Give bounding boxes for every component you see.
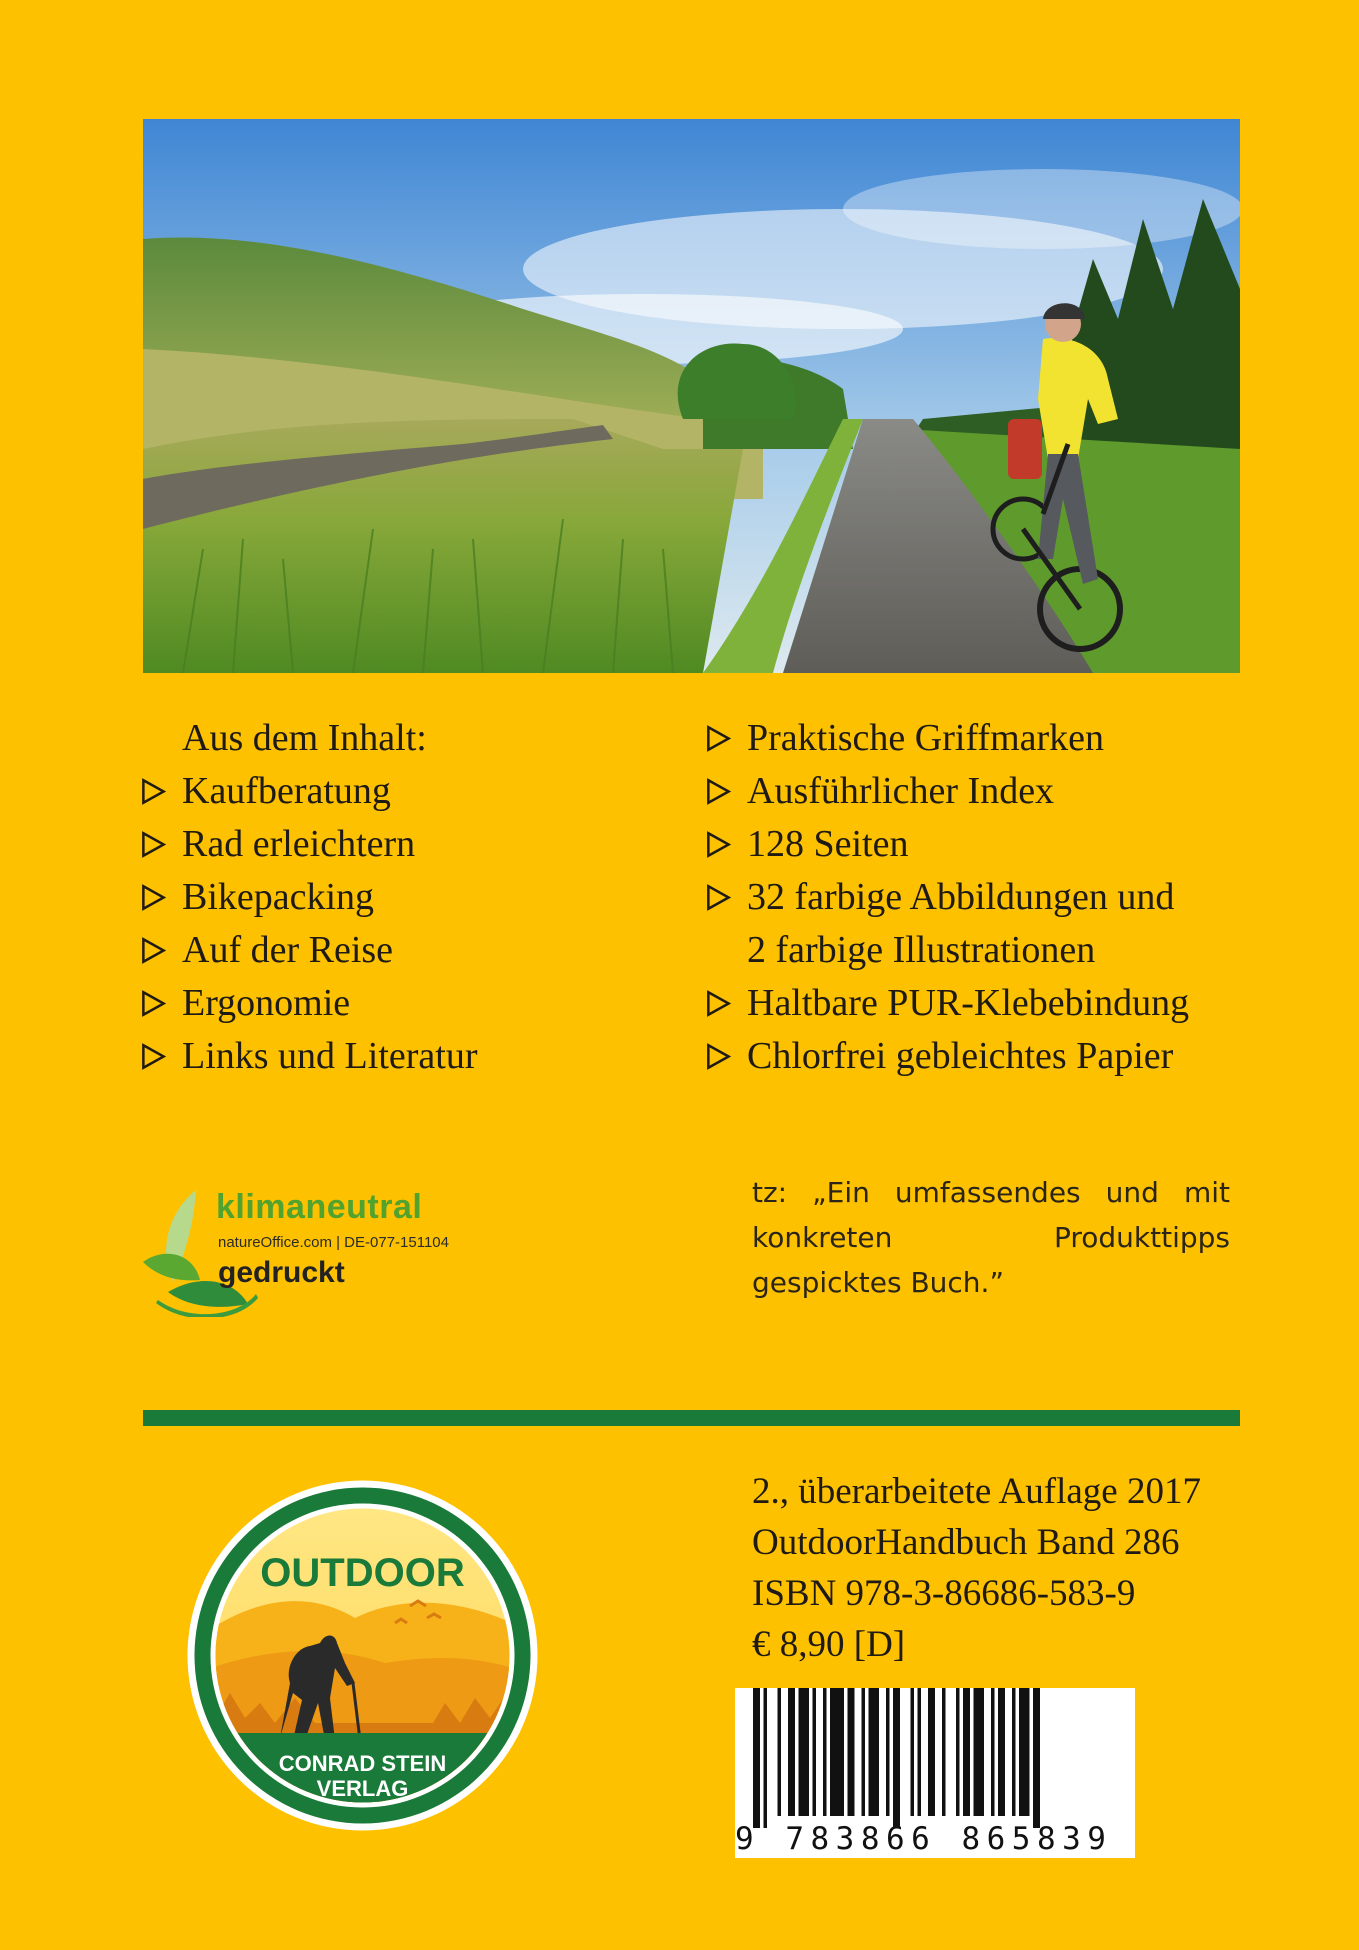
isbn-text: ISBN 978-3-86686-583-9 [752,1573,1136,1614]
divider [143,1410,1240,1426]
triangle-bullet-icon [140,831,182,858]
list-item [140,818,700,871]
triangle-bullet-icon [140,1043,182,1070]
triangle-bullet-icon [705,884,747,911]
barcode-bar [918,1688,922,1816]
list-item [140,765,700,818]
publication-info [752,1466,1272,1670]
list-item-label: Ausführlicher Index [747,770,1055,812]
barcode-digits: 9 783866 865839 [735,1821,1113,1857]
klimaneutral-logo [138,1182,518,1317]
barcode-bar [974,1688,985,1816]
list-item-label: Links und Literatur [182,1035,478,1077]
list-item-label: Bikepacking [182,876,375,918]
list-item [140,924,700,977]
barcode-bar [928,1688,935,1816]
barcode-bar [813,1688,817,1816]
triangle-bullet-icon [705,831,747,858]
barcode-bar [991,1688,995,1816]
edition-text: 2., überarbeitete Auflage 2017 [752,1471,1201,1512]
press-quote: tz: „Ein umfassendes und mit konkreten Produkttipps gespicktes Buch.” [752,1176,1230,1299]
list-item-continuation: 2 farbige Illustrationen [747,929,1096,971]
triangle-bullet-icon [140,937,182,964]
list-item-label: Praktische Griffmarken [747,717,1105,759]
barcode-bar [998,1688,1005,1816]
barcode-bar [764,1688,768,1828]
triangle-bullet-icon [705,725,747,752]
list-item [140,1030,700,1083]
list-item [705,871,1265,924]
price-text: € 8,90 [D] [752,1624,906,1665]
barcode-bar [963,1688,970,1816]
triangle-bullet-icon [140,778,182,805]
series-text: OutdoorHandbuch Band 286 [752,1522,1180,1563]
klimaneutral-subtitle: natureOffice.com | DE-077-151104 [218,1234,449,1251]
badge-top-text: OUTDOOR [260,1551,465,1595]
triangle-bullet-icon [140,990,182,1017]
badge-publisher-line2: VERLAG [316,1776,409,1801]
barcode-bar [893,1688,900,1828]
list-item-label: Ergonomie [182,982,351,1024]
list-item-label: Auf der Reise [182,929,394,971]
contents-list-left [140,712,700,1083]
barcode-bar [830,1688,844,1816]
list-item [140,977,700,1030]
list-item [705,977,1265,1030]
barcode-bar [848,1688,855,1816]
barcode-bar [788,1688,795,1816]
barcode-bar [1033,1688,1040,1828]
barcode-bar [1012,1688,1016,1816]
barcode-bar [911,1688,915,1816]
barcode-bar [778,1688,782,1816]
outdoor-badge-logo [185,1478,540,1833]
list-item [705,712,1265,765]
list-item-label: 32 farbige Abbildungen und [747,876,1175,918]
barcode-bar [1019,1688,1030,1816]
contents-heading: Aus dem Inhalt: [182,717,427,759]
list-item-label: Chlorfrei gebleichtes Papier [747,1035,1174,1077]
cover-photo [143,119,1240,673]
list-item-label: Rad erleichtern [182,823,416,865]
list-item-label: Haltbare PUR-Klebebindung [747,982,1190,1024]
barcode-bar [886,1688,890,1816]
barcode-bar [862,1688,866,1816]
triangle-bullet-icon [140,884,182,911]
klimaneutral-printed: gedruckt [218,1256,345,1289]
triangle-bullet-icon [705,778,747,805]
barcode-bar [823,1688,827,1816]
barcode-bar [799,1688,810,1816]
triangle-bullet-icon [705,1043,747,1070]
barcode-bar [942,1688,946,1816]
barcode-bar [869,1688,880,1816]
list-item [705,818,1265,871]
contents-list-right [705,712,1265,1083]
triangle-bullet-icon [705,990,747,1017]
list-item-label: Kaufberatung [182,770,391,812]
list-item [705,1030,1265,1083]
klimaneutral-title: klimaneutral [216,1188,423,1226]
barcode [735,1688,1135,1858]
barcode-bar [753,1688,760,1828]
list-item [140,871,700,924]
list-item [705,765,1265,818]
list-item-label: 128 Seiten [747,823,909,865]
badge-publisher-line1: CONRAD STEIN [278,1751,447,1776]
barcode-bar [956,1688,960,1816]
